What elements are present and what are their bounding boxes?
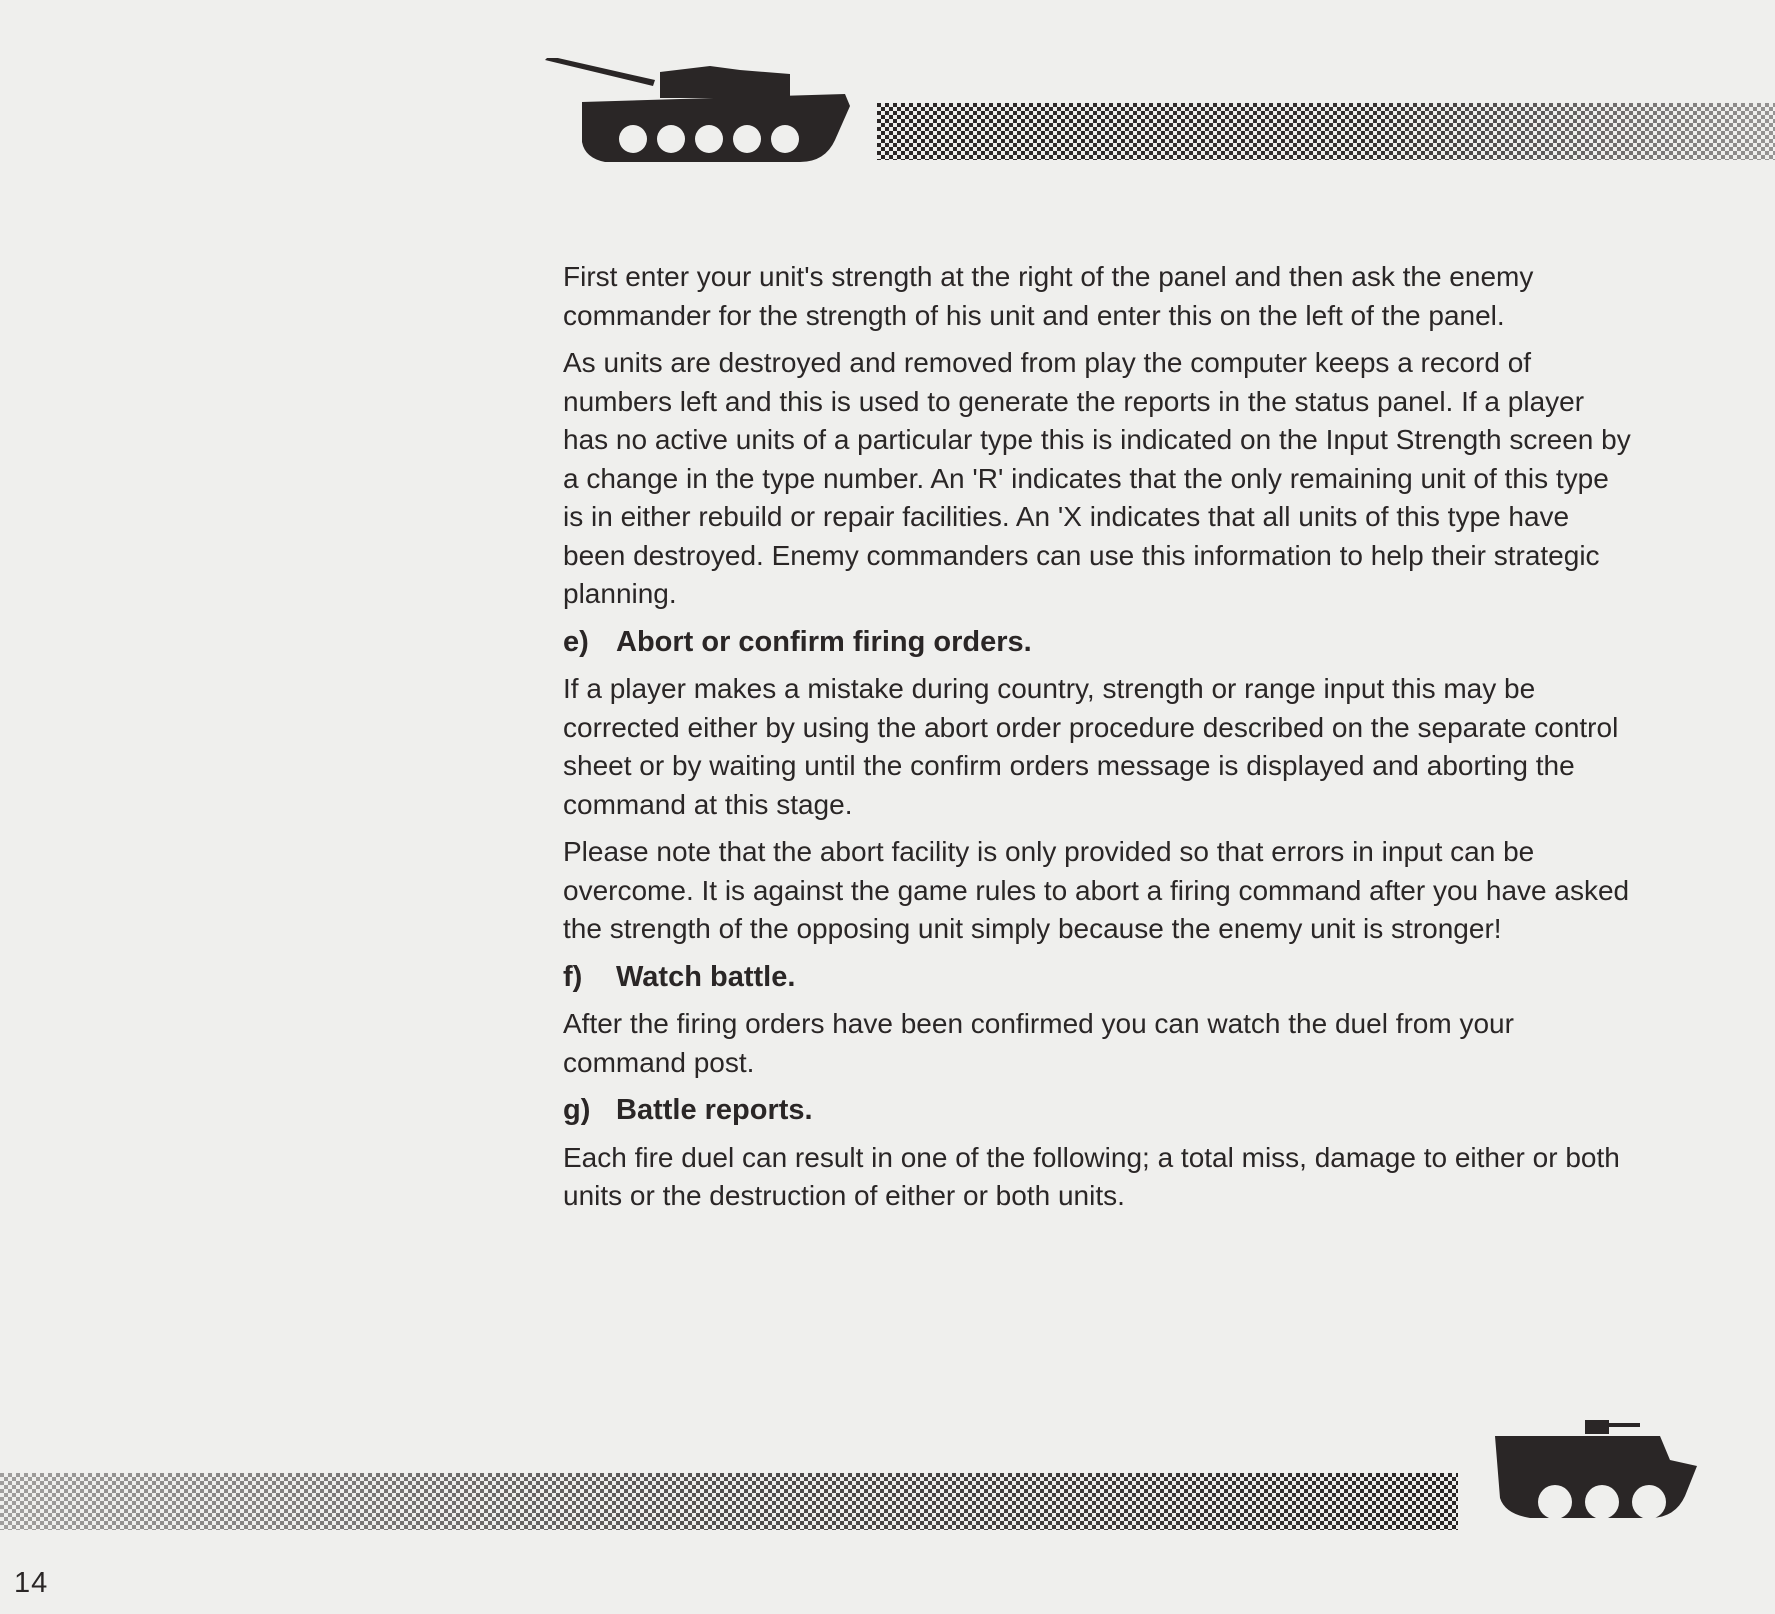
dotted-band-top xyxy=(877,103,1775,160)
paragraph-watch-battle: After the firing orders have been confirmed you can watch the duel from your command post. xyxy=(563,1008,1514,1078)
paragraph-unit-strength: First enter your unit's strength at the right of the panel and then ask the enemy commander for the strength of his unit and enter this on the left of the panel. xyxy=(563,261,1534,331)
section-title: Abort or confirm firing orders. xyxy=(616,625,1032,658)
section-heading-f xyxy=(563,958,1633,997)
paragraph-battle-reports: Each fire duel can result in one of the following; a total miss, damage to either or both units or the destruction of either or both units. xyxy=(563,1141,1620,1211)
page-number: 14 xyxy=(14,1567,49,1599)
dotted-band-bottom xyxy=(0,1473,1458,1530)
paragraph-abort-note: Please note that the abort facility is only provided so that errors in input can be overcome. It is against the game rules to abort a firing command after you have asked the strength of the opposing unit simply because the enemy unit is stronger! xyxy=(563,836,1630,944)
tank-icon xyxy=(545,58,850,168)
manual-body xyxy=(563,258,1633,1225)
section-marker: e) xyxy=(563,625,589,658)
section-heading-g xyxy=(563,1091,1633,1130)
section-marker: f) xyxy=(563,960,583,993)
section-heading-e xyxy=(563,623,1633,662)
apc-icon xyxy=(1490,1418,1697,1530)
section-title: Watch battle. xyxy=(616,960,796,993)
section-title: Battle reports. xyxy=(616,1094,813,1126)
paragraph-abort-input: If a player makes a mistake during country, strength or range input this may be corrected either by using the abort order procedure described on the separate control sheet or by waiting until the confirm orders message is displayed and aborting the command at this stage. xyxy=(563,673,1619,820)
paragraph-unit-records: As units are destroyed and removed from play the computer keeps a record of numbers left and this is used to generate the reports in the status panel. If a player has no active units of a particular type this is indicated on the Input Strength screen by a change in the type number. An 'R' indicates that the only remaining unit of this type is in either rebuild or repair facilities. An 'X indicates that all units of this type have been destroyed. Enemy commanders can use this information to help their strategic planning. xyxy=(563,347,1631,609)
section-marker: g) xyxy=(563,1094,591,1126)
